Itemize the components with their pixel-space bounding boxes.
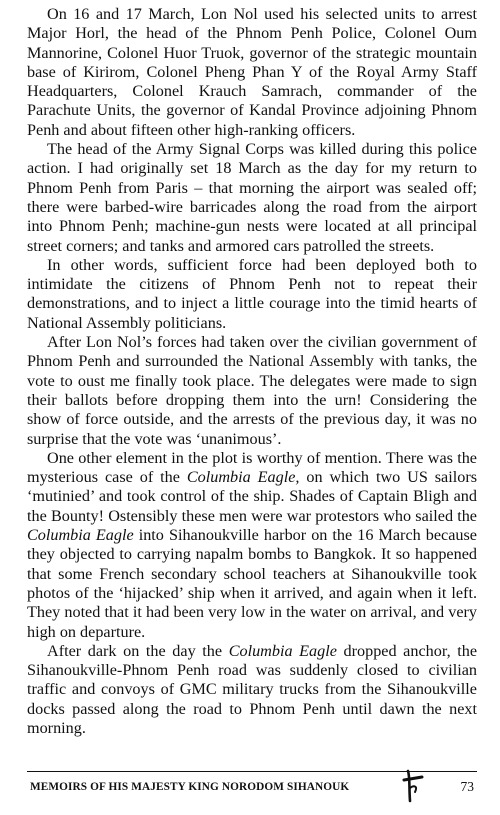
paragraph — [27, 140, 477, 256]
paragraph-text: One other element in the plot is worthy of mention. There was the mysterious case of the — [27, 448, 477, 487]
paragraph-text: After Lon Nol’s forces had taken over the civilian government of Phnom Penh and surrounded the National Assembly with tanks, the vote to oust me finally took place. The delegates were made to sign their ballots before dropping them into the urn! Considering the show of force outside, and the arrests of the previous day, it was no surprise that the vote was ‘unanimous’. — [27, 333, 477, 448]
ship-name: Columbia Eagle — [27, 526, 134, 545]
paragraph — [27, 449, 477, 642]
ship-name: Columbia Eagle — [228, 641, 337, 660]
paragraph — [27, 333, 477, 449]
page-number: 73 — [460, 779, 474, 794]
paragraph-text: On 16 and 17 March, Lon Nol used his selected units to arrest Major Horl, the head of the Phnom Penh Police, Colonel Oum Mannorine, Colonel Huor Truok, governor of the strategic mountain base of Kirirom, Colonel Pheng Phan Y of the Royal Army Staff Headquarters, Colonel Krauch Samrach, commander of the Parachute Units, the governor of Kandal Province adjoining Phnom Penh and about fifteen other high-ranking officers. — [27, 5, 477, 139]
paragraph — [27, 642, 477, 738]
paragraph-text: into Sihanoukville harbor on the 16 March because they objected to carrying napalm bombs to Bangkok. It so happened that some French secondary school teachers at Sihanoukville took photos of the ‘hijacked’ ship when it arrived, and again when it left. They noted that it had been very low in the water on arrival, and very high on departure. — [27, 526, 477, 641]
paragraph-text: on which two US sailors ‘mutinied’ and took control of the ship. Shades of Captain Bligh and the Bounty! Ostensibly these men were war protestors who sailed the — [27, 468, 478, 525]
paragraph-text: In other words, sufficient force had been deployed both to intimidate the citizens of Phnom Penh not to repeat their demonstrations, and to inject a little courage into the timid hearts of National Assembly politicians. — [27, 255, 477, 332]
paragraph — [27, 256, 477, 333]
page-footer — [27, 771, 477, 794]
handwritten-mark-icon — [400, 768, 426, 804]
paragraph-text: The head of the Army Signal Corps was killed during this police action. I had originally set 18 March as the day for my return to Phnom Penh from Paris – that morning the airport was sealed off; there were barbed-wire barricades along the road from the airport into Phnom Penh; machine-gun nests were located at all principal street corners; and tanks and armored cars patrolled the streets. — [27, 140, 477, 255]
ship-name: Columbia Eagle, — [186, 468, 300, 487]
paragraph — [27, 5, 477, 140]
page-body — [27, 5, 477, 738]
paragraph-text: dropped anchor, the Sihanoukville-Phnom Penh road was suddenly closed to civilian traffic and convoys of GMC military trucks from the Sihanoukville docks passed along the road to Phnom Penh until dawn the next morning. — [27, 641, 478, 737]
paragraph-text: After dark on the day the — [47, 641, 229, 660]
running-head: MEMOIRS OF HIS MAJESTY KING NORODOM SIHANOUK — [30, 781, 350, 793]
